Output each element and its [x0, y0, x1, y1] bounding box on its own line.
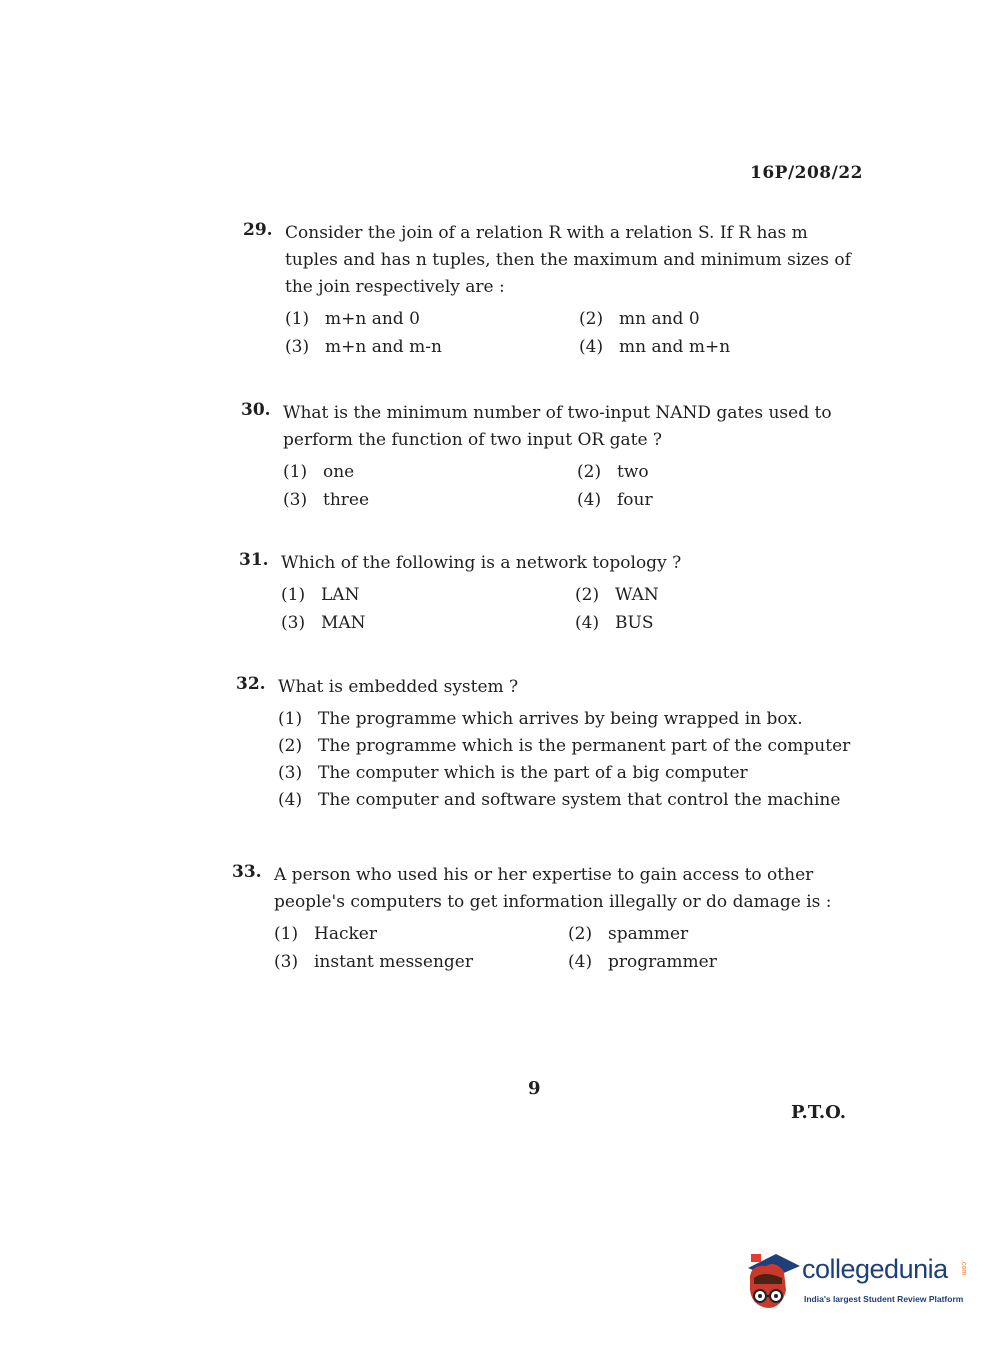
option-text: MAN [321, 613, 366, 633]
question-text: Which of the following is a network topology ? [281, 553, 682, 573]
option-text: instant messenger [314, 952, 473, 972]
option-text: mn and 0 [619, 309, 700, 329]
question-number: 33. [232, 862, 262, 882]
options-grid [285, 309, 863, 357]
option [577, 462, 857, 482]
option-number: (3) [281, 613, 306, 633]
option-number: (2) [278, 736, 303, 756]
option-number: (3) [285, 337, 310, 357]
option-text: Hacker [314, 924, 377, 944]
options-grid [274, 924, 852, 972]
option-text: three [323, 490, 370, 510]
question-number: 31. [239, 550, 269, 570]
option [278, 736, 856, 756]
option [575, 613, 855, 633]
option-text: mn and m+n [619, 337, 731, 357]
option-text: four [617, 490, 653, 510]
option-text: one [323, 462, 355, 482]
option-text: WAN [615, 585, 659, 605]
option [278, 709, 856, 729]
option [568, 952, 848, 972]
option-number: (1) [278, 709, 303, 729]
option-number: (3) [283, 490, 308, 510]
option-text: LAN [321, 585, 360, 605]
options-list [278, 709, 856, 810]
option-number: (4) [278, 790, 303, 810]
option-number: (2) [579, 309, 604, 329]
option-text: The programme which is the permanent part of the computer [318, 736, 851, 756]
question-30 [241, 400, 861, 510]
option [281, 613, 575, 633]
option-number: (1) [274, 924, 299, 944]
collegedunia-watermark [742, 1250, 972, 1316]
option-number: (4) [568, 952, 593, 972]
option-text: two [617, 462, 649, 482]
question-text: A person who used his or her expertise to gain access to other people's computers to get information illegally or do damage is : [274, 865, 832, 912]
option-number: (1) [285, 309, 310, 329]
question-text: Consider the join of a relation R with a relation S. If R has m tuples and has n tuples, then the maximum and minimum sizes of the join respectively are : [285, 223, 851, 297]
option-number: (2) [575, 585, 600, 605]
option-number: (2) [577, 462, 602, 482]
question-29 [243, 220, 863, 357]
question-number: 32. [236, 674, 266, 694]
option [568, 924, 848, 944]
page-number: 9 [528, 1078, 541, 1099]
question-31 [239, 550, 859, 633]
option [579, 337, 859, 357]
question-text: What is embedded system ? [278, 677, 519, 697]
question-number: 29. [243, 220, 273, 240]
brand-tagline: India's largest Student Review Platform [804, 1294, 964, 1304]
option-text: programmer [608, 952, 717, 972]
option [278, 763, 856, 783]
option-number: (3) [278, 763, 303, 783]
question-32 [236, 674, 856, 817]
option-text: The computer which is the part of a big computer [318, 763, 748, 783]
question-number: 30. [241, 400, 271, 420]
option-text: m+n and m-n [325, 337, 442, 357]
option-text: spammer [608, 924, 689, 944]
options-grid [281, 585, 859, 633]
option [283, 490, 577, 510]
pto-label: P.T.O. [791, 1102, 847, 1123]
option [281, 585, 575, 605]
option-text: The programme which arrives by being wrapped in box. [318, 709, 803, 729]
option [579, 309, 859, 329]
option [577, 490, 857, 510]
question-text: What is the minimum number of two-input NAND gates used to perform the function of two input OR gate ? [283, 403, 832, 450]
question-33 [232, 862, 852, 972]
option-number: (2) [568, 924, 593, 944]
option-number: (3) [274, 952, 299, 972]
paper-code: 16P/208/22 [750, 163, 864, 183]
option [274, 924, 568, 944]
option-number: (1) [283, 462, 308, 482]
option [285, 337, 579, 357]
brand-suffix: .com [960, 1260, 967, 1276]
option [283, 462, 577, 482]
option-number: (1) [281, 585, 306, 605]
option [278, 790, 856, 810]
option [274, 952, 568, 972]
brand-name: collegedunia [802, 1254, 948, 1284]
option-number: (4) [575, 613, 600, 633]
mascot-logo-icon [742, 1250, 802, 1316]
option-text: BUS [615, 613, 654, 633]
option-text: m+n and 0 [325, 309, 420, 329]
option-text: The computer and software system that control the machine [318, 790, 841, 810]
option-number: (4) [579, 337, 604, 357]
options-grid [283, 462, 861, 510]
option [575, 585, 855, 605]
option-number: (4) [577, 490, 602, 510]
option [285, 309, 579, 329]
